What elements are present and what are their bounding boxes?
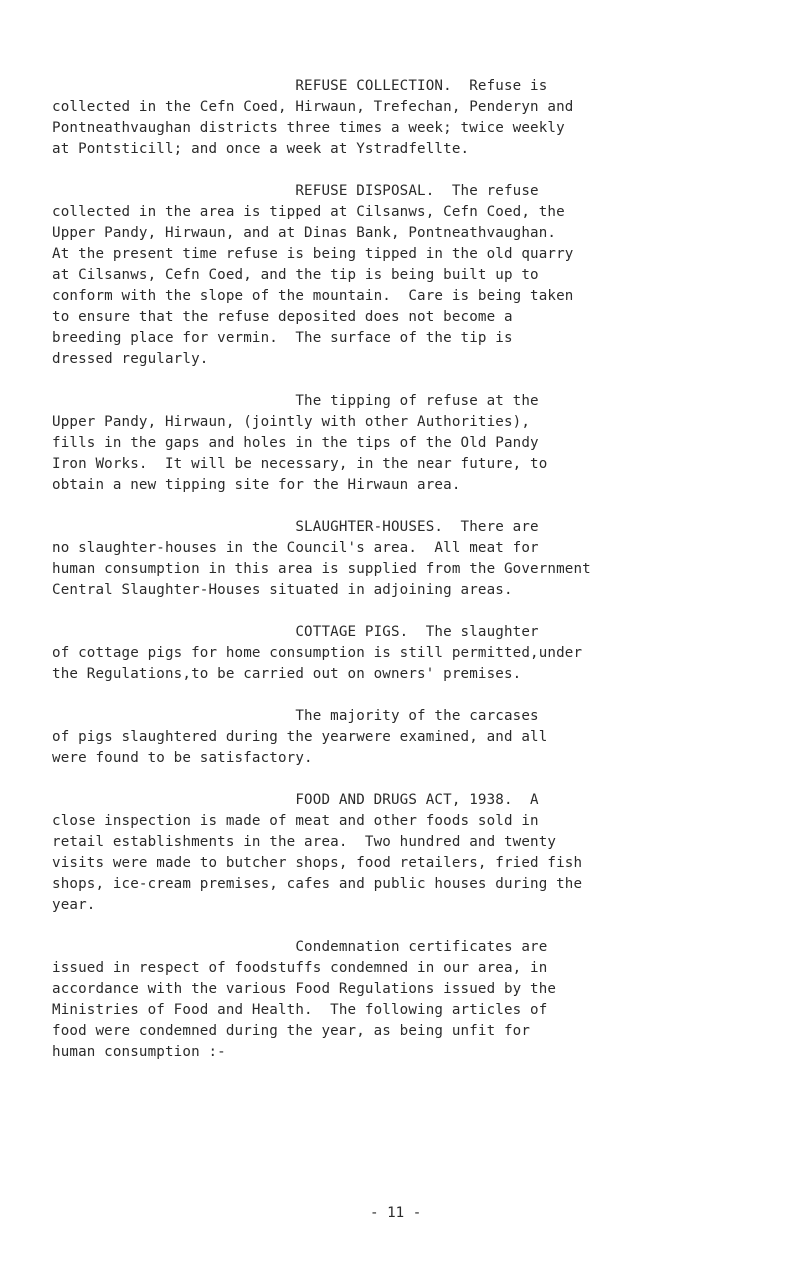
text-line: REFUSE COLLECTION. Refuse is [52,78,548,94]
text-line: Pontneathvaughan districts three times a week; twice weekly [52,120,565,136]
text-line: Upper Pandy, Hirwaun, (jointly with other Authorities), [52,414,531,430]
paragraph-pig-carcases [52,706,752,769]
text-line: collected in the area is tipped at Cilsanws, Cefn Coed, the [52,204,565,220]
paragraph-tipping-upper-pandy [52,391,752,496]
text-line: to ensure that the refuse deposited does not become a [52,309,513,325]
text-line: SLAUGHTER-HOUSES. There are [52,519,539,535]
page-number: - 11 - [370,1205,422,1221]
paragraph-condemnation-certificates [52,937,752,1063]
paragraph-refuse-collection [52,76,752,160]
paragraph-cottage-pigs [52,622,752,685]
text-line: were found to be satisfactory. [52,750,313,766]
text-line: dressed regularly. [52,351,209,367]
paragraph-slaughter-houses [52,517,752,601]
text-line: collected in the Cefn Coed, Hirwaun, Trefechan, Penderyn and [52,99,574,115]
text-line: breeding place for vermin. The surface of the tip is [52,330,513,346]
text-line: FOOD AND DRUGS ACT, 1938. A [52,792,539,808]
text-line: Iron Works. It will be necessary, in the near future, to [52,456,548,472]
text-line: The tipping of refuse at the [52,393,539,409]
text-line: no slaughter-houses in the Council's area. All meat for [52,540,539,556]
text-line: of pigs slaughtered during the yearwere examined, and all [52,729,548,745]
text-line: obtain a new tipping site for the Hirwaun area. [52,477,461,493]
text-line: retail establishments in the area. Two hundred and twenty [52,834,557,850]
text-line: human consumption :- [52,1044,226,1060]
text-line: COTTAGE PIGS. The slaughter [52,624,539,640]
text-line: conform with the slope of the mountain. Care is being taken [52,288,574,304]
paragraph-refuse-disposal [52,181,752,370]
text-line: fills in the gaps and holes in the tips of the Old Pandy [52,435,539,451]
text-line: Condemnation certificates are [52,939,548,955]
text-line: food were condemned during the year, as being unfit for [52,1023,531,1039]
text-line: shops, ice-cream premises, cafes and public houses during the [52,876,583,892]
text-line: Upper Pandy, Hirwaun, and at Dinas Bank, Pontneathvaughan. [52,225,557,241]
text-line: The majority of the carcases [52,708,539,724]
text-line: accordance with the various Food Regulations issued by the [52,981,557,997]
text-line: at Cilsanws, Cefn Coed, and the tip is being built up to [52,267,539,283]
text-line: issued in respect of foodstuffs condemned in our area, in [52,960,548,976]
text-line: visits were made to butcher shops, food retailers, fried fish [52,855,583,871]
text-line: close inspection is made of meat and other foods sold in [52,813,539,829]
text-line: at Pontsticill; and once a week at Ystradfellte. [52,141,470,157]
text-line: human consumption in this area is supplied from the Government [52,561,591,577]
text-line: the Regulations,to be carried out on owners' premises. [52,666,522,682]
text-line: REFUSE DISPOSAL. The refuse [52,183,539,199]
text-line: year. [52,897,96,913]
paragraph-food-and-drugs-act [52,790,752,916]
text-line: At the present time refuse is being tipped in the old quarry [52,246,574,262]
text-line: of cottage pigs for home consumption is still permitted,under [52,645,583,661]
text-line: Central Slaughter-Houses situated in adjoining areas. [52,582,513,598]
text-line: Ministries of Food and Health. The following articles of [52,1002,548,1018]
